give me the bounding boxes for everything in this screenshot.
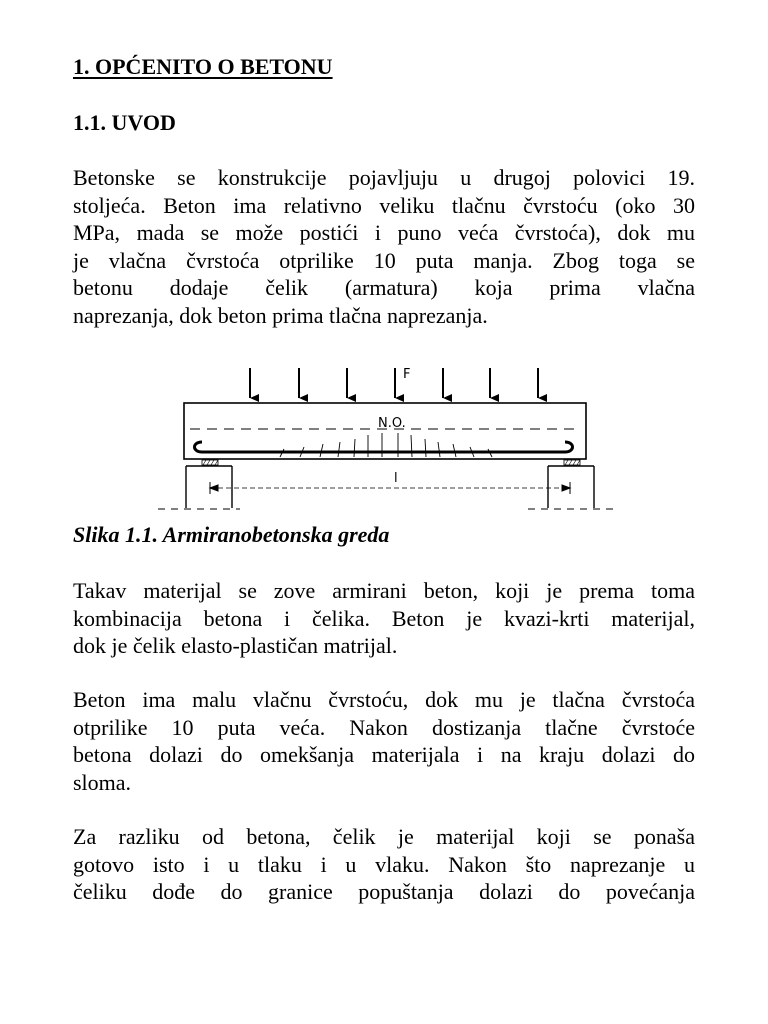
- paragraph-steel-behaviour: [73, 823, 695, 906]
- paragraph-reinforced-concrete: [73, 577, 695, 660]
- reinforcement-bar: [195, 442, 573, 452]
- figure-caption: Slika 1.1. Armiranobetonska greda: [73, 522, 390, 547]
- span-label: l: [394, 471, 398, 486]
- paragraph-line: MPa, mada se može postići i puno veća čvrstoća), dok mu: [73, 220, 695, 245]
- paragraph-line: Betonske se konstrukcije pojavljuju u drugoj polovici 19.: [73, 165, 695, 190]
- section-heading: 1.1. UVOD: [73, 110, 176, 135]
- force-label: F: [403, 367, 411, 382]
- paragraph-line: Za razliku od betona, čelik je materijal koji se ponaša: [73, 824, 695, 849]
- paragraph-line: Beton ima malu vlačnu čvrstoću, dok mu je tlačna čvrstoća: [73, 687, 695, 712]
- paragraph-line: stoljeća. Beton ima relativno veliku tlačnu čvrstoću (oko 30: [73, 192, 695, 218]
- paragraph-line: je vlačna čvrstoća otprilike 10 puta manja. Zbog toga se: [73, 247, 695, 273]
- paragraph-line: betonu dodaje čelik (armatura) koja prima vlačna: [73, 275, 695, 300]
- neutral-axis-label: N.O.: [378, 416, 406, 431]
- paragraph-line: naprezanja, dok beton prima tlačna naprezanja.: [73, 302, 488, 328]
- span-dimension: [210, 482, 570, 494]
- paragraph-line: Takav materijal se zove armirani beton, koji je prema toma: [73, 578, 695, 603]
- paragraph-line: gotovo isto i u tlaku i u vlaku. Nakon što naprezanje u: [73, 851, 695, 877]
- paragraph-line: sloma.: [73, 769, 132, 795]
- beam-figure: [140, 360, 620, 518]
- paragraph-concrete-strength: [73, 686, 695, 796]
- right-support: [548, 460, 594, 508]
- paragraph-line: betona dolazi do omekšanja materijala i na kraju dolazi do: [73, 742, 695, 767]
- paragraph-line: kombinacija betona i čelika. Beton je kvazi-krti materijal,: [73, 605, 695, 631]
- paragraph-line: čeliku dođe do granice popuštanja dolazi do povećanja: [73, 879, 695, 904]
- paragraph-line: dok je čelik elasto-plastičan matrijal.: [73, 633, 398, 658]
- intro-paragraph: [73, 164, 695, 329]
- left-support: [186, 460, 232, 508]
- paragraph-line: otprilike 10 puta veća. Nakon dostizanja tlačne čvrstoće: [73, 714, 695, 740]
- chapter-heading: 1. OPĆENITO O BETONU: [73, 54, 333, 79]
- load-arrows: [250, 368, 538, 398]
- reinforced-beam-diagram: [140, 360, 620, 518]
